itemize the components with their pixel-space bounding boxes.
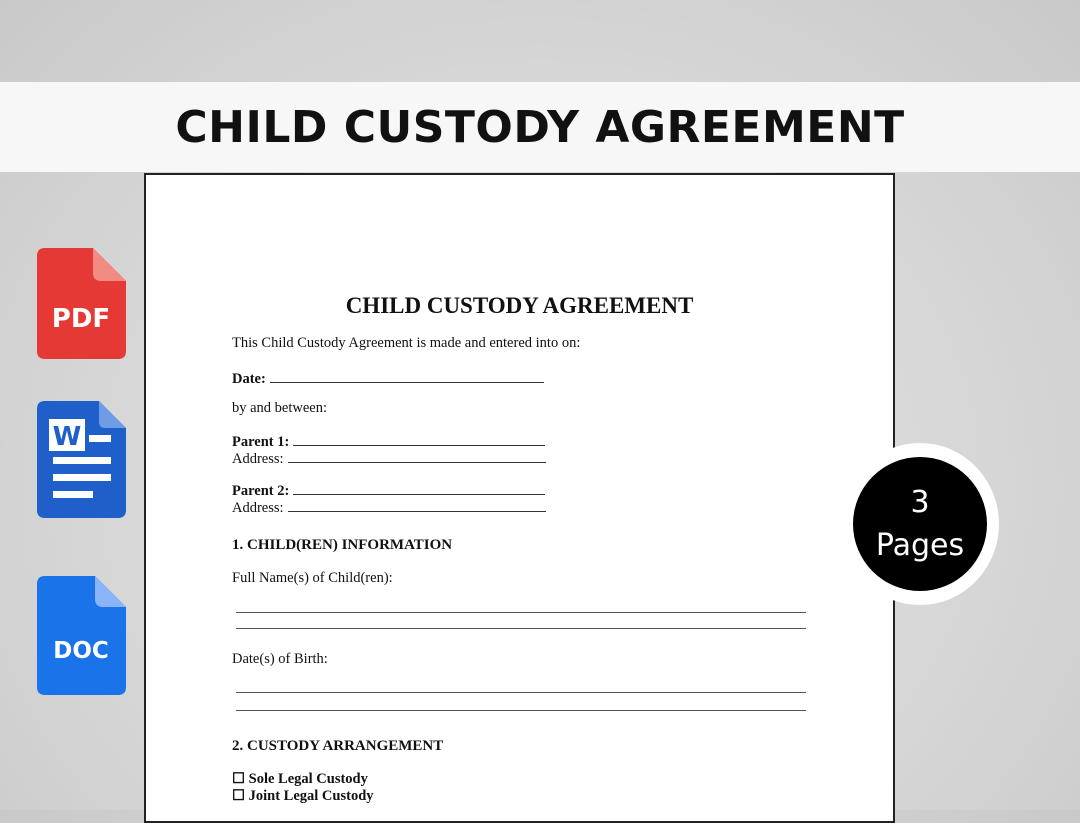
names-line-2 xyxy=(236,628,806,629)
between-text: by and between: xyxy=(232,400,328,416)
date-blank xyxy=(270,368,544,383)
pdf-file-icon xyxy=(37,248,126,359)
full-names-label: Full Name(s) of Child(ren): xyxy=(232,570,393,586)
pages-label: Pages xyxy=(875,528,965,563)
dob-line-1 xyxy=(236,692,806,693)
date-row xyxy=(232,368,544,388)
title-banner xyxy=(0,82,1080,172)
option-joint-legal-custody: ☐ Joint Legal Custody xyxy=(232,788,374,804)
parent2-address-blank xyxy=(288,497,546,512)
parent2-label: Parent 2: xyxy=(232,483,290,499)
parent2-blank xyxy=(293,480,545,495)
document-title: CHILD CUSTODY AGREEMENT xyxy=(345,293,694,318)
parent1-address-blank xyxy=(288,448,546,463)
parent1-address-label: Address: xyxy=(232,451,284,467)
pdf-label: PDF xyxy=(51,304,111,334)
intro-text: This Child Custody Agreement is made and entered into on: xyxy=(232,335,581,351)
dob-label: Date(s) of Birth: xyxy=(232,651,328,667)
section-custody-arrangement: 2. CUSTODY ARRANGEMENT xyxy=(232,738,444,754)
doc-file-icon xyxy=(37,576,126,695)
parent2-address-label: Address: xyxy=(232,500,284,516)
pages-count: 3 xyxy=(910,484,930,520)
word-file-icon xyxy=(37,401,126,518)
section-child-info: 1. CHILD(REN) INFORMATION xyxy=(232,537,453,553)
parent1-address-row xyxy=(232,448,546,468)
word-label: W xyxy=(52,422,82,452)
doc-label: DOC xyxy=(53,638,109,664)
pages-badge-inner xyxy=(853,457,987,591)
names-line-1 xyxy=(236,612,806,613)
pages-badge xyxy=(841,443,999,605)
document-page xyxy=(144,173,895,823)
date-label: Date: xyxy=(232,371,266,387)
dob-line-2 xyxy=(236,710,806,711)
banner-title: CHILD CUSTODY AGREEMENT xyxy=(175,101,905,153)
option-sole-legal-custody: ☐ Sole Legal Custody xyxy=(232,771,368,787)
parent2-address-row xyxy=(232,497,546,517)
parent1-label: Parent 1: xyxy=(232,434,290,450)
parent1-blank xyxy=(293,431,545,446)
